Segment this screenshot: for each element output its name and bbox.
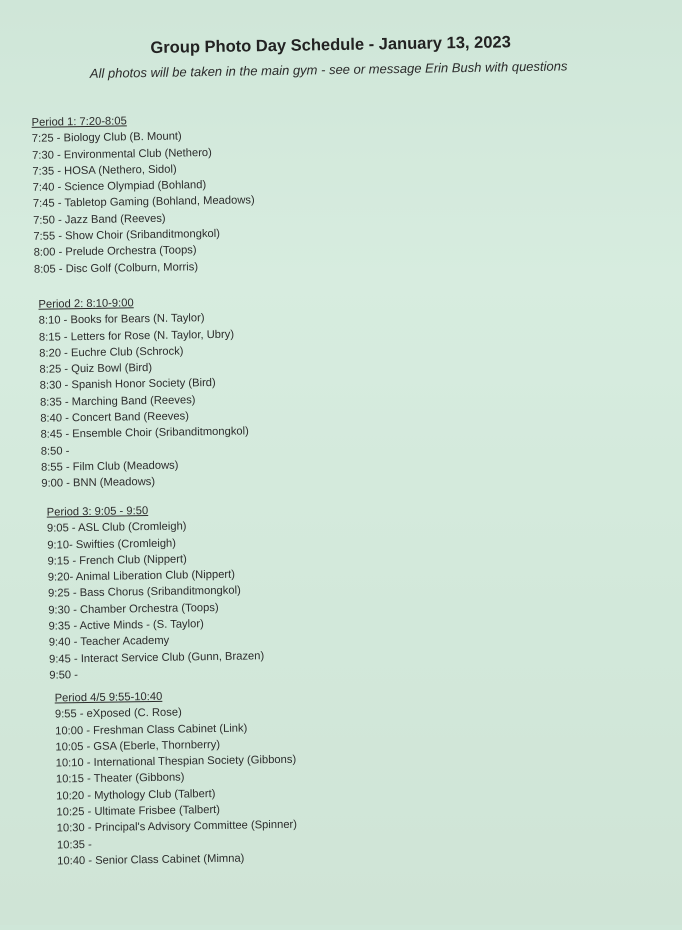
period-heading: Period 2: 8:10-9:00: [38, 297, 134, 311]
schedule-entry: 10:30 - Principal's Advisory Committee (Spinner): [56, 819, 298, 835]
schedule-entry: 10:05 - GSA (Eberle, Thornberry): [55, 738, 221, 754]
schedule-entry: 10:25 - Ultimate Frisbee (Talbert): [56, 804, 221, 819]
schedule-entry: 9:10- Swifties (Cromleigh): [47, 537, 177, 552]
schedule-entry: 8:40 - Concert Band (Reeves): [40, 410, 189, 425]
schedule-entry: 7:25 - Biology Club (B. Mount): [31, 130, 182, 146]
period-4-5-section: [55, 687, 298, 870]
schedule-entry: 10:20 - Mythology Club (Talbert): [56, 787, 216, 803]
schedule-entry: 10:35 -: [56, 838, 92, 852]
schedule-entry: 8:50 -: [40, 444, 70, 458]
schedule-entry: 9:00 - BNN (Meadows): [41, 476, 156, 490]
page-subtitle: All photos will be taken in the main gym - see or message Erin Bush with questions: [89, 58, 568, 81]
schedule-entry: 9:35 - Active Minds - (S. Taylor): [48, 618, 204, 633]
schedule-entry: 8:55 - Film Club (Meadows): [40, 459, 179, 474]
schedule-entry: 9:40 - Teacher Academy: [48, 635, 170, 649]
schedule-entry: 10:10 - International Thespian Society (Gibbons): [55, 753, 297, 770]
schedule-entry: 8:45 - Ensemble Choir (Sribanditmongkol): [40, 425, 249, 442]
schedule-entry: 8:00 - Prelude Orchestra (Toops): [33, 244, 197, 260]
schedule-entry: 9:55 - eXposed (C. Rose): [54, 706, 182, 721]
schedule-entry: 10:15 - Theater (Gibbons): [55, 771, 185, 787]
period-1-section: [32, 111, 256, 277]
period-3-section: [47, 501, 265, 684]
schedule-entry: 9:05 - ASL Club (Cromleigh): [46, 520, 187, 535]
period-heading: Period 4/5 9:55-10:40: [54, 690, 163, 705]
schedule-entry: 7:30 - Environmental Club (Nethero): [32, 146, 212, 162]
schedule-entry: 7:50 - Jazz Band (Reeves): [33, 212, 166, 227]
schedule-entry: 8:25 - Quiz Bowl (Bird): [39, 362, 153, 376]
page-title: Group Photo Day Schedule - January 13, 2023: [150, 33, 511, 57]
schedule-entry: 10:40 - Senior Class Cabinet (Mimna): [57, 852, 245, 868]
schedule-entry: 9:15 - French Club (Nippert): [47, 553, 187, 568]
schedule-entry: 10:00 - Freshman Class Cabinet (Link): [55, 722, 248, 738]
schedule-entry: 8:05 - Disc Golf (Colburn, Morris): [33, 260, 199, 276]
schedule-entry: 7:35 - HOSA (Nethero, Sidol): [32, 163, 177, 178]
schedule-entry: 8:15 - Letters for Rose (N. Taylor, Ubry): [38, 328, 235, 344]
schedule-entry: 9:20- Animal Liberation Club (Nippert): [47, 568, 236, 584]
period-heading: Period 1: 7:20-8:05: [31, 115, 127, 129]
schedule-entry: 9:25 - Bass Chorus (Sribanditmongkol): [47, 585, 241, 601]
schedule-entry: 9:30 - Chamber Orchestra (Toops): [48, 601, 219, 617]
period-2-section: [38, 293, 249, 492]
schedule-entry: 7:40 - Science Olympiad (Bohland): [32, 179, 207, 194]
schedule-entry: 8:10 - Books for Bears (N. Taylor): [38, 312, 205, 328]
period-heading: Period 3: 9:05 - 9:50: [46, 505, 149, 519]
schedule-entry: 8:30 - Spanish Honor Society (Bird): [39, 377, 216, 393]
schedule-entry: 7:55 - Show Choir (Sribanditmongkol): [33, 227, 221, 243]
schedule-entry: 8:20 - Euchre Club (Schrock): [39, 345, 184, 360]
schedule-entry: 9:45 - Interact Service Club (Gunn, Brazen): [48, 649, 265, 666]
schedule-entry: 7:45 - Tabletop Gaming (Bohland, Meadows): [32, 194, 255, 211]
schedule-entry: 8:35 - Marching Band (Reeves): [39, 394, 196, 409]
schedule-entry: 9:50 -: [49, 669, 79, 682]
